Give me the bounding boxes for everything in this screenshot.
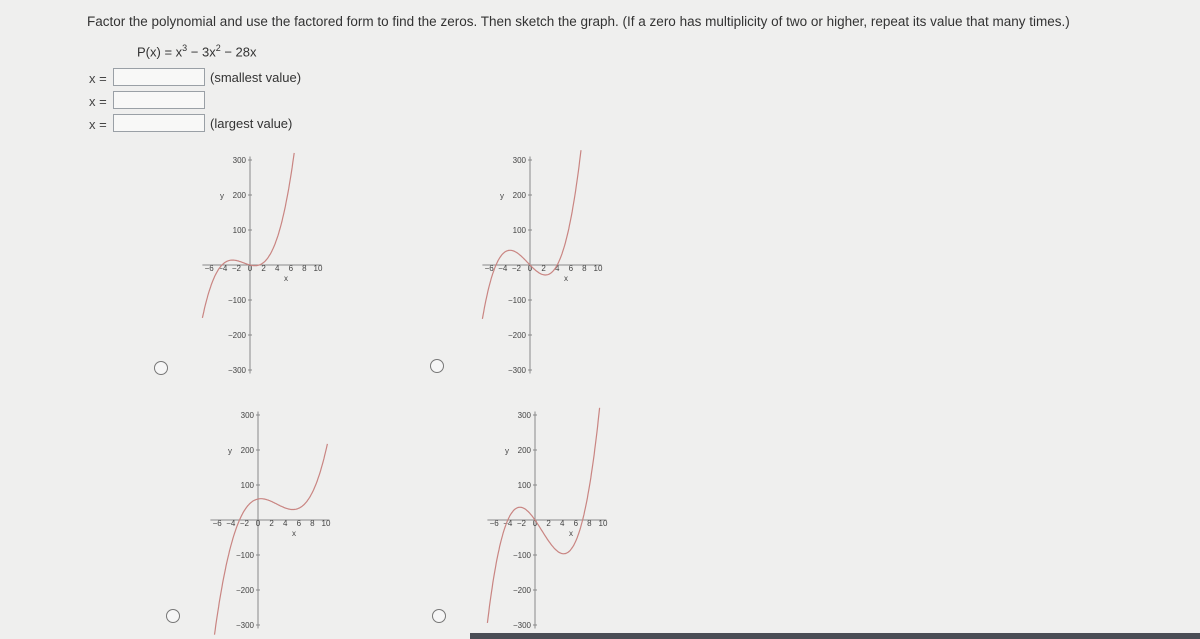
poly-exp1: 3 — [182, 43, 188, 53]
x-tick-label: 8 — [302, 264, 307, 273]
y-tick-label: −100 — [507, 296, 526, 305]
y-tick-label: −200 — [227, 331, 246, 340]
x-tick-label: −6 — [204, 264, 214, 273]
x-tick-label: −4 — [218, 264, 228, 273]
y-tick-label: 100 — [512, 226, 526, 235]
poly-exp2: 2 — [215, 43, 221, 53]
y-axis-label: y — [505, 446, 509, 456]
y-axis-label: y — [228, 446, 232, 456]
x-tick-label: 4 — [282, 519, 288, 528]
x-tick-label: 0 — [532, 519, 538, 528]
x-tick-label: 10 — [321, 519, 331, 528]
poly-mid: − 3x — [187, 44, 216, 60]
x-tick-label: −6 — [212, 519, 222, 528]
y-tick-label: 200 — [240, 446, 254, 455]
y-tick-label: 200 — [232, 191, 246, 200]
graph-option-d[interactable] — [455, 405, 675, 635]
y-tick-label: −300 — [507, 366, 526, 375]
y-tick-label: −300 — [227, 366, 246, 375]
x-tick-label: 10 — [313, 264, 323, 273]
x-tick-label: 10 — [598, 519, 608, 528]
x-tick-label: 4 — [274, 264, 280, 273]
answer-input-2[interactable] — [113, 91, 205, 109]
polynomial-curve — [212, 444, 328, 635]
graph-option-c[interactable] — [178, 405, 398, 635]
answer-input-1[interactable] — [113, 68, 205, 86]
poly-suffix: − 28x — [220, 44, 257, 60]
y-tick-label: 200 — [517, 446, 531, 455]
graph-option-a[interactable] — [170, 150, 390, 380]
polynomial-curve — [202, 153, 294, 318]
y-tick-label: −300 — [512, 621, 531, 630]
y-tick-label: 300 — [240, 411, 254, 420]
x-tick-label: −6 — [489, 519, 499, 528]
y-tick-label: 300 — [517, 411, 531, 420]
x-tick-label: 4 — [554, 264, 560, 273]
x-tick-label: −4 — [503, 519, 513, 528]
x-axis-label: x — [292, 529, 296, 538]
option-b-radio[interactable] — [430, 359, 444, 373]
x-tick-label: 8 — [587, 519, 592, 528]
x-tick-label: −2 — [231, 264, 241, 273]
y-tick-label: 200 — [512, 191, 526, 200]
y-tick-label: −100 — [235, 551, 254, 560]
x-axis-label: x — [569, 529, 573, 538]
answer-input-3[interactable] — [113, 114, 205, 132]
answer-label-2: x = — [89, 94, 107, 109]
x-tick-label: 8 — [310, 519, 315, 528]
answer-label-3: x = — [89, 117, 107, 132]
x-tick-label: 2 — [269, 519, 274, 528]
option-d-radio[interactable] — [432, 609, 446, 623]
polynomial-curve — [487, 408, 599, 623]
x-tick-label: 6 — [288, 264, 294, 273]
answer-label-1: x = — [89, 71, 107, 86]
y-tick-label: −100 — [227, 296, 246, 305]
x-tick-label: −2 — [516, 519, 526, 528]
y-tick-label: 300 — [232, 156, 246, 165]
x-tick-label: 2 — [546, 519, 551, 528]
polynomial-curve — [482, 150, 581, 319]
polynomial — [137, 43, 257, 59]
x-tick-label: −4 — [498, 264, 508, 273]
x-axis-label: x — [564, 274, 568, 283]
x-tick-label: 4 — [559, 519, 565, 528]
x-tick-label: 6 — [568, 264, 574, 273]
y-tick-label: −200 — [512, 586, 531, 595]
y-axis-label: y — [220, 191, 224, 201]
bottom-bar — [470, 633, 1200, 639]
x-tick-label: −2 — [239, 519, 249, 528]
x-tick-label: 2 — [541, 264, 546, 273]
x-tick-label: 2 — [261, 264, 266, 273]
answer-hint-3: (largest value) — [210, 116, 293, 131]
x-tick-label: 10 — [593, 264, 603, 273]
x-tick-label: 6 — [573, 519, 579, 528]
x-tick-label: −4 — [226, 519, 236, 528]
x-tick-label: 0 — [255, 519, 261, 528]
x-tick-label: 0 — [527, 264, 533, 273]
poly-prefix: P(x) = x — [137, 44, 183, 60]
y-tick-label: −200 — [235, 586, 254, 595]
x-tick-label: −6 — [484, 264, 494, 273]
x-tick-label: 8 — [582, 264, 587, 273]
x-tick-label: 0 — [247, 264, 253, 273]
x-tick-label: −2 — [511, 264, 521, 273]
y-tick-label: 100 — [517, 481, 531, 490]
y-tick-label: 100 — [232, 226, 246, 235]
x-axis-label: x — [284, 274, 288, 283]
option-a-radio[interactable] — [154, 361, 168, 375]
y-tick-label: 300 — [512, 156, 526, 165]
y-axis-label: y — [500, 191, 504, 201]
y-tick-label: 100 — [240, 481, 254, 490]
y-tick-label: −100 — [512, 551, 531, 560]
y-tick-label: −200 — [507, 331, 526, 340]
y-tick-label: −300 — [235, 621, 254, 630]
graph-option-b[interactable] — [450, 150, 670, 380]
instructions: Factor the polynomial and use the factored form to find the zeros. Then sketch the graph. (If a zero has multiplicity of two or higher, repeat its value that many times.) — [87, 14, 1070, 29]
x-tick-label: 6 — [296, 519, 302, 528]
answer-hint-1: (smallest value) — [210, 70, 302, 85]
